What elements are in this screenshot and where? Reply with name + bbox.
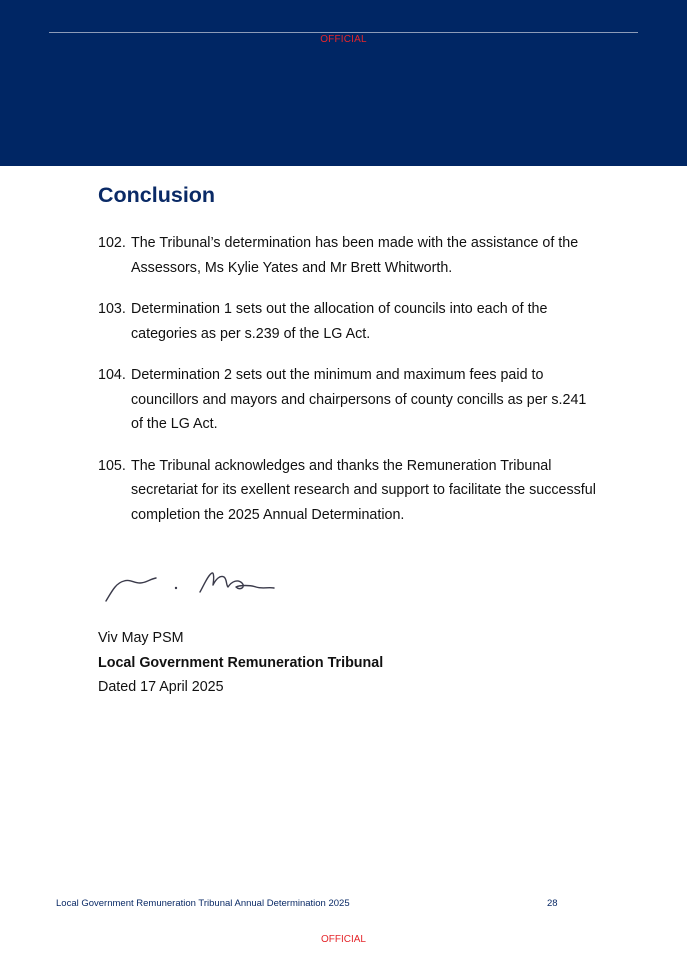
paragraph-text: Determination 1 sets out the allocation of councils into each of the categories as per s.239 of the LG Act. <box>131 301 548 342</box>
paragraph-number: 105. <box>98 457 126 474</box>
paragraph-number: 104. <box>98 367 126 383</box>
header-rule <box>49 32 638 33</box>
footer-document-title: Local Government Remuneration Tribunal Annual Determination 2025 <box>56 898 350 909</box>
footer-page-number: 28 <box>547 898 558 909</box>
paragraph-item <box>98 363 598 437</box>
signatory-name: Viv May PSM <box>98 630 184 646</box>
paragraph-item <box>98 297 598 346</box>
paragraph-number: 103. <box>98 301 126 317</box>
paragraph-text: Determination 2 sets out the minimum and maximum fees paid to councillors and mayors and chairpersons of county concills as per s.241 of the LG Act. <box>131 367 587 432</box>
paragraph-number: 102. <box>98 235 126 251</box>
classification-marking-bottom: OFFICIAL <box>320 934 366 945</box>
classification-marking-top: OFFICIAL <box>320 34 367 45</box>
handwritten-signature <box>100 565 280 605</box>
date-signed: Dated 17 April 2025 <box>98 679 224 695</box>
header-banner <box>0 0 687 166</box>
numbered-paragraphs <box>98 231 598 544</box>
paragraph-item <box>98 454 598 528</box>
signature-block <box>98 626 383 700</box>
paragraph-text: The Tribunal acknowledges and thanks the Remuneration Tribunal secretariat for its exellent research and support to facilitate the successful completion the 2025 Annual Determination. <box>131 457 596 523</box>
paragraph-text: The Tribunal’s determination has been made with the assistance of the Assessors, Ms Kylie Yates and Mr Brett Whitworth. <box>131 235 579 276</box>
signatory-organisation: Local Government Remuneration Tribunal <box>98 654 384 671</box>
section-heading: Conclusion <box>98 183 216 207</box>
paragraph-item <box>98 231 598 280</box>
